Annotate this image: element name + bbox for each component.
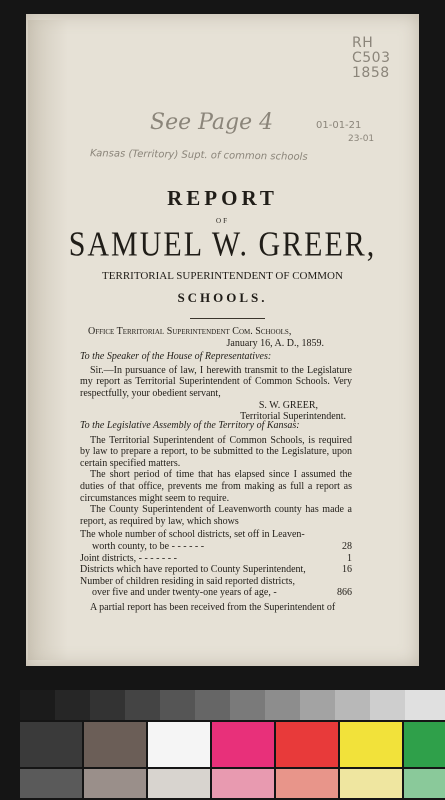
- divider-rule: [190, 318, 265, 319]
- letter-paragraph: Sir.—In pursuance of law, I herewith transmit to the Legislature my report as Territorial Superintendent of Common Schools. Very respectfully, your obedient servant,: [80, 364, 352, 399]
- catalog-code-annotation: 01-01-21: [316, 120, 362, 131]
- call-number-line: RH: [352, 35, 374, 51]
- color-swatch: [340, 769, 402, 798]
- report-block: [80, 420, 352, 614]
- color-calibration-chart: [20, 690, 445, 800]
- table-row: [80, 576, 352, 588]
- gray-scale-strip: [20, 690, 445, 720]
- color-swatch: [276, 769, 338, 798]
- gray-swatch: [230, 690, 265, 720]
- color-swatch: [404, 722, 445, 767]
- color-swatch: [84, 769, 146, 798]
- gray-swatch: [160, 690, 195, 720]
- color-swatch: [212, 769, 274, 798]
- subject-annotation: Kansas (Territory) Supt. of common schools: [89, 148, 308, 163]
- color-swatch: [404, 769, 445, 798]
- catalog-code-annotation-2: 23-01: [348, 134, 375, 144]
- row-label: Number of children residing in said reported districts,: [80, 575, 295, 587]
- color-swatch: [20, 769, 82, 798]
- date-line: January 16, A. D., 1859.: [226, 337, 324, 349]
- row-label: The whole number of school districts, set off in Leaven-: [80, 529, 305, 541]
- color-swatch: [340, 722, 402, 767]
- gray-swatch: [370, 690, 405, 720]
- row-value: 16: [342, 564, 352, 576]
- gray-swatch: [125, 690, 160, 720]
- signature-title: Territorial Superintendent.: [240, 411, 346, 423]
- color-swatch: [148, 769, 210, 798]
- author-title-continued: SCHOOLS.: [177, 290, 268, 305]
- color-swatch: [20, 722, 82, 767]
- paper-edge-shadow: [28, 20, 68, 660]
- office-line: Office Territorial Superintendent Com. Schools,: [88, 326, 292, 337]
- table-row: [80, 553, 352, 565]
- call-number-line: C503: [352, 50, 391, 66]
- color-patches: [20, 722, 445, 798]
- row-label: over five and under twenty-one years of age, -: [92, 587, 277, 599]
- letter-salutation: To the Speaker of the House of Representatives:: [80, 351, 272, 363]
- report-salutation: To the Legislative Assembly of the Territory of Kansas:: [80, 420, 300, 431]
- report-paragraph: A partial report has been received from the Superintendent of: [90, 601, 336, 613]
- report-paragraph: The County Superintendent of Leavenworth county has made a report, as required by law, which shows: [80, 504, 352, 527]
- color-swatch: [212, 722, 274, 767]
- report-paragraph: The short period of time that has elapsed since I assumed the duties of that office, prevents me from making as full a report as circumstances might seem to require.: [80, 469, 352, 504]
- gray-swatch: [405, 690, 445, 720]
- row-value: 28: [342, 540, 352, 552]
- gray-swatch: [265, 690, 300, 720]
- gray-swatch: [55, 690, 90, 720]
- author-name: SAMUEL W. GREER,: [68, 225, 377, 264]
- report-paragraph: The Territorial Superintendent of Common Schools, is required by law to prepare a report, to be submitted to the Legislature, upon certain specified matters.: [80, 434, 352, 469]
- see-page-annotation: See Page 4: [150, 110, 274, 135]
- report-heading: REPORT: [167, 186, 278, 210]
- color-swatch: [276, 722, 338, 767]
- gray-swatch: [195, 690, 230, 720]
- call-number-line: 1858: [352, 65, 390, 81]
- row-value: 1: [347, 552, 352, 564]
- row-label: worth county, to be - - - - - -: [92, 540, 205, 552]
- letter-block: [80, 326, 352, 423]
- color-swatch: [84, 722, 146, 767]
- call-number-annotation: [352, 36, 391, 81]
- row-label: Joint districts, - - - - - - -: [80, 552, 177, 564]
- table-row: [80, 587, 352, 599]
- of-heading: OF: [216, 217, 229, 225]
- color-swatch: [148, 722, 210, 767]
- row-label: Districts which have reported to County Superintendent,: [80, 564, 306, 576]
- author-title: TERRITORIAL SUPERINTENDENT OF COMMON: [102, 270, 343, 282]
- table-row: [80, 529, 352, 541]
- table-row: [80, 564, 352, 576]
- statistics-table: [80, 529, 352, 599]
- table-row: [80, 541, 352, 553]
- gray-swatch: [300, 690, 335, 720]
- gray-swatch: [90, 690, 125, 720]
- signature-name: S. W. GREER,: [258, 399, 318, 411]
- gray-swatch: [335, 690, 370, 720]
- row-value: 866: [337, 587, 352, 599]
- gray-swatch: [20, 690, 55, 720]
